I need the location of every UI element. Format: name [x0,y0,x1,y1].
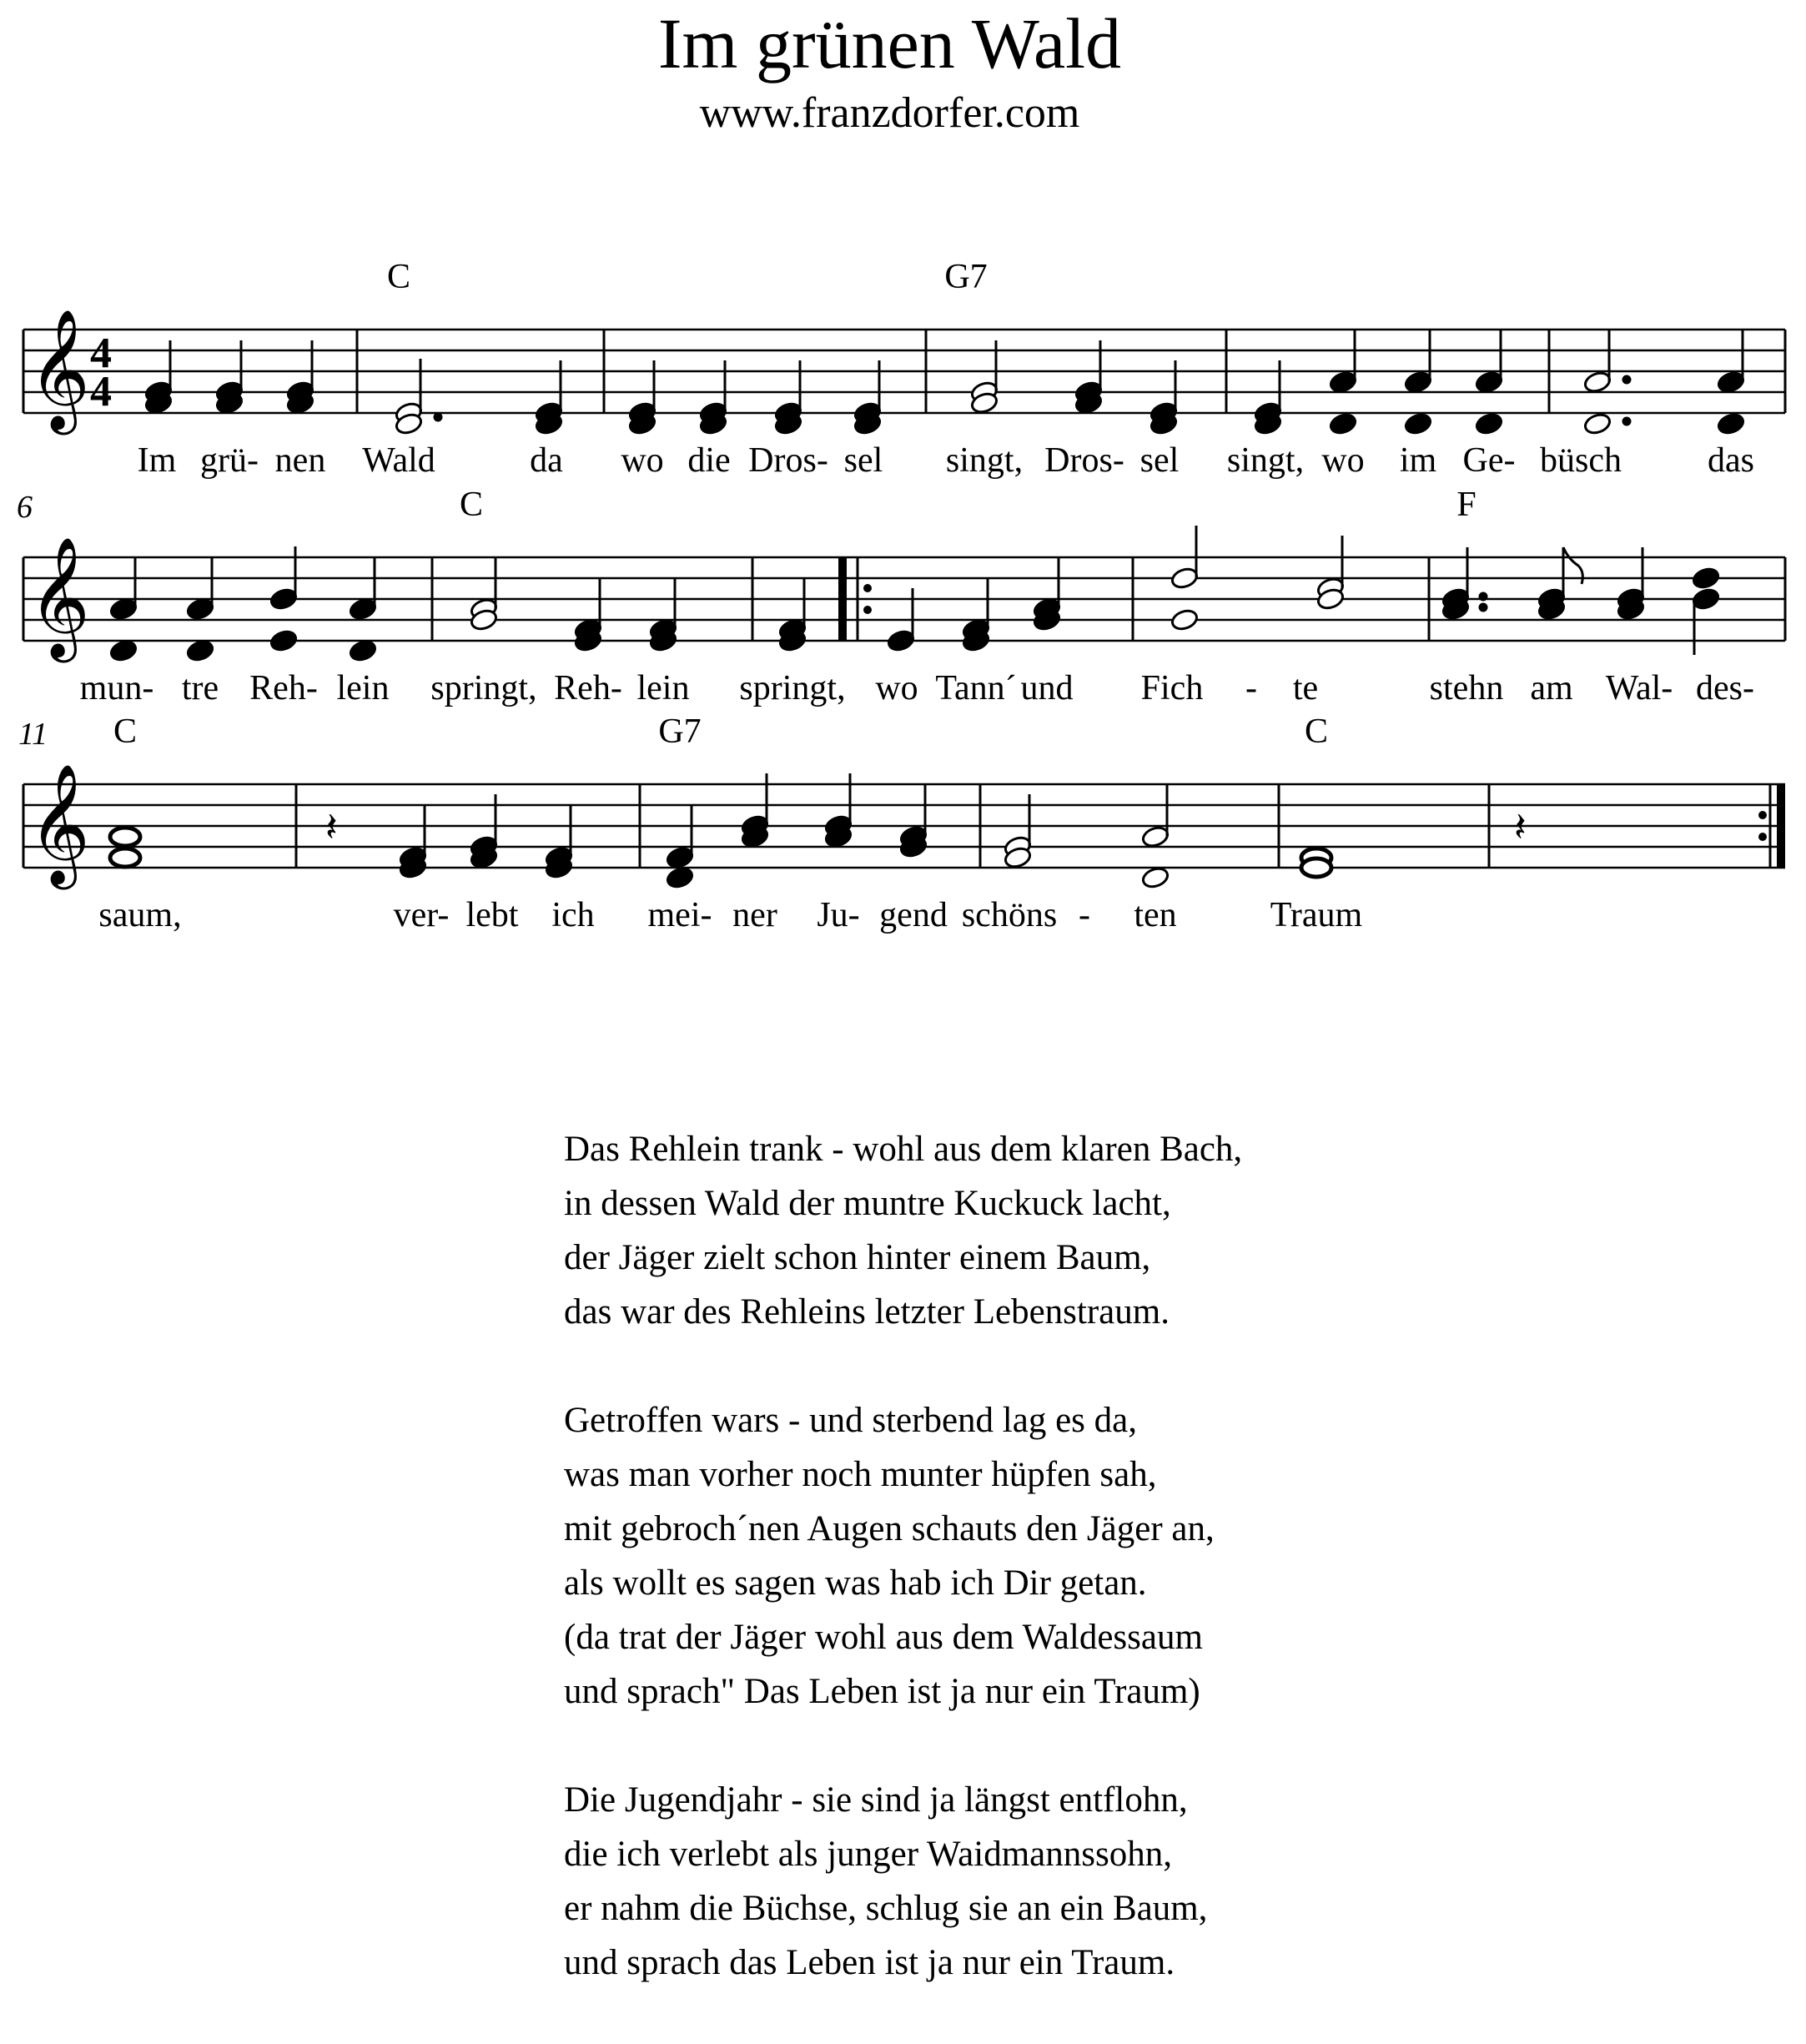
lyric: - [1245,669,1257,707]
lyric: tre [181,669,219,707]
lyric: mun- [79,669,154,707]
verse-4 [564,1773,1565,1990]
measure-number: 11 [18,717,48,752]
verse-2 [564,1122,1565,1339]
treble-clef: 𝄞 [28,763,90,884]
lyric: springt, [430,669,537,707]
chord-symbol: C [386,258,411,296]
lyric: grü- [200,441,259,480]
verse-3 [564,1393,1565,1719]
verse-line: die ich verlebt als junger Waidmannssohn, [564,1835,1172,1874]
lyric: Wald [362,441,435,480]
chord-symbol: C [1304,712,1329,751]
notes [108,526,1720,663]
lyric: lein [336,669,390,707]
lyric: des- [1696,669,1754,707]
verse-line: (da trat der Jäger wohl aus dem Waldessaum [564,1618,1203,1657]
song-title: Im grünen Wald [657,3,1122,83]
lyric: und [1020,669,1074,707]
verse-line: das war des Rehleins letzter Lebenstraum. [564,1292,1170,1332]
lyric: Wal- [1605,669,1673,707]
lyric: Reh- [249,669,318,707]
lyric: singt, [1226,441,1305,480]
verse-line: und sprach das Leben ist ja nur ein Traum. [564,1943,1175,1982]
treble-clef: 𝄞 [28,536,90,657]
notes [143,330,1745,436]
lyric: büsch [1540,441,1622,480]
verse-line: Das Rehlein trank - wohl aus dem klaren Bach, [564,1130,1243,1169]
sheet-music [0,0,1806,951]
lyric: - [1079,896,1090,934]
chord-symbol: C [113,712,138,751]
lyric: singt, [945,441,1024,480]
treble-clef: 𝄞 [28,309,90,430]
lyric: nen [274,441,326,480]
verse-line: Getroffen wars - und sterbend lag es da, [564,1401,1137,1440]
svg-text:𝄽: 𝄽 [325,804,338,851]
verse-line: und sprach" Das Leben ist ja nur ein Traum) [564,1672,1200,1711]
staff-system-3 [18,712,1785,934]
lyric: Ju- [817,896,860,934]
measure-number: 6 [17,490,33,525]
lyric: saum, [98,896,182,934]
lyric: lebt [465,896,519,934]
lyric: mei- [647,896,712,934]
lyric: Tann´ [935,669,1017,707]
lyric: die [687,441,731,480]
chord-symbol: G7 [658,712,702,751]
chord-symbol: G7 [944,258,988,296]
lyric: ich [551,896,595,934]
lyric: ner [732,896,777,934]
lyric: im [1399,441,1437,480]
lyric: stehn [1429,669,1504,707]
lyrics-line-2 [80,669,1754,707]
lyrics-line-1 [138,441,1754,480]
lyric: ten [1134,896,1177,934]
lyric: wo [621,441,664,480]
verses [564,1122,1565,2044]
lyric: Dros- [748,441,828,480]
notes [110,773,1527,890]
verse-line: der Jäger zielt schon hinter einem Baum, [564,1238,1151,1277]
verse-line: in dessen Wald der muntre Kuckuck lacht, [564,1184,1171,1223]
verse-line: mit gebroch´nen Augen schauts den Jäger an, [564,1509,1215,1548]
lyrics-line-3 [98,896,1362,934]
lyric: Fich [1140,669,1204,707]
lyric: da [530,441,563,480]
chord-symbol: F [1456,486,1476,524]
lyric: Dros- [1044,441,1124,480]
time-signature-top: 4 [90,330,112,377]
verse-line: er nahm die Büchse, schlug sie an ein Baum, [564,1889,1208,1928]
chord-symbol: C [459,486,484,524]
lyric: Im [137,441,177,480]
lyric: schöns [961,896,1058,934]
verse-line: was man vorher noch munter hüpfen sah, [564,1455,1157,1494]
lyric: Traum [1270,896,1363,934]
staff-system-1 [23,258,1785,480]
lyric: te [1292,669,1319,707]
staff-system-2 [17,486,1785,707]
lyric: am [1530,669,1573,707]
lyric: springt, [739,669,846,707]
lyric: Reh- [554,669,622,707]
lyric: sel [843,441,883,480]
verse-line: Die Jugendjahr - sie sind ja längst entflohn, [564,1780,1188,1820]
lyric: gend [879,896,948,934]
lyric: sel [1139,441,1180,480]
website-url: www.franzdorfer.com [699,89,1080,137]
svg-text:𝄽: 𝄽 [1514,804,1527,851]
lyric: lein [636,669,690,707]
lyric: Ge- [1462,441,1516,480]
lyric: wo [875,669,918,707]
lyric: das [1708,441,1754,480]
lyric: ver- [393,896,450,934]
time-signature-bottom: 4 [90,368,112,415]
verse-line: als wollt es sagen was hab ich Dir getan. [564,1563,1147,1603]
lyric: wo [1321,441,1365,480]
